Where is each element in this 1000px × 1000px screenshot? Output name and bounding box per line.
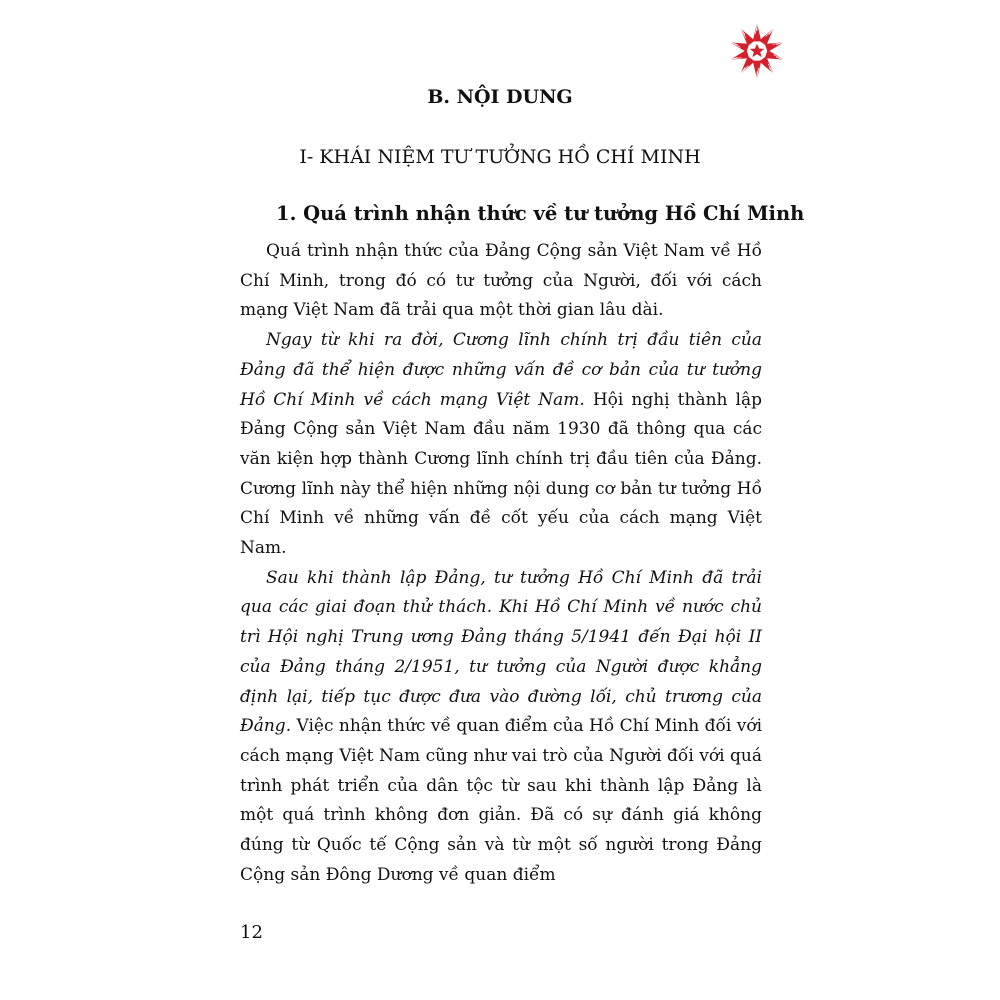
paragraph-text: Quá trình nhận thức của Đảng Cộng sản Việt Nam về Hồ Chí Minh, trong đó có tư tưởng của Người, đối với cách mạng Việt Nam đã trải qua một thời gian lâu dài. <box>240 241 762 321</box>
logo-ray-stripe <box>779 60 786 61</box>
paragraph-text: Việc nhận thức về quan điểm của Hồ Chí Minh đối với cách mạng Việt Nam cũng như vai trò của Người đối với quá trình phát triển của dân tộc từ sau khi thành lập Đảng là một quá trình không đơn giản. Đã có sự đánh giá không đúng từ Quốc tế Cộng sản và từ một số người trong Đảng Cộng sản Đông Dương về quan điểm <box>240 716 763 885</box>
chapter-title: I- KHÁI NIỆM TƯ TƯỞNG HỒ CHÍ MINH <box>299 146 701 168</box>
paragraph <box>240 326 762 564</box>
body-text <box>240 237 762 890</box>
paragraph-text: Hội nghị thành lập Đảng Cộng sản Việt Nam đầu năm 1930 đã thông qua các văn kiện hợp thành Cương lĩnh chính trị đầu tiên của Đảng. Cương lĩnh này thể hiện những nội dung cơ bản tư tưởng Hồ Chí Minh về những vấn đề cốt yếu của cách mạng Việt Nam. <box>240 389 762 559</box>
logo-ray-stripe <box>770 71 776 77</box>
paragraph <box>240 237 762 326</box>
page-number: 12 <box>240 922 263 943</box>
subsection-title: 1. Quá trình nhận thức về tư tưởng Hồ Chí Minh <box>276 202 805 225</box>
paragraph <box>240 564 762 891</box>
section-title: B. NỘI DUNG <box>427 86 573 108</box>
star-burst-logo-icon <box>728 22 786 80</box>
logo-ray-stripe <box>769 67 774 74</box>
logo-ray-stripe <box>738 25 744 31</box>
logo-ray-stripe <box>728 41 735 42</box>
paragraph-italic-text: Ngay từ khi ra đời, Cương lĩnh chính trị đầu tiên của Đảng đã thể hiện được những vấn đề cơ bản của tư tưởng Hồ Chí Minh về cách mạng Việt Nam. <box>240 330 762 410</box>
logo-ray-stripe <box>740 28 745 35</box>
paragraph-italic-text: Sau khi thành lập Đảng, tư tưởng Hồ Chí Minh đã trải qua các giai đoạn thử thách. Khi Hồ Chí Minh về nước chủ trì Hội nghị Trung ương Đảng tháng 5/1941 đến Đại hội II của Đảng tháng 2/1951, tư tưởng của Người được khẳng định lại, tiếp tục được đưa vào đường lối, chủ trương của Đảng. <box>240 567 762 737</box>
